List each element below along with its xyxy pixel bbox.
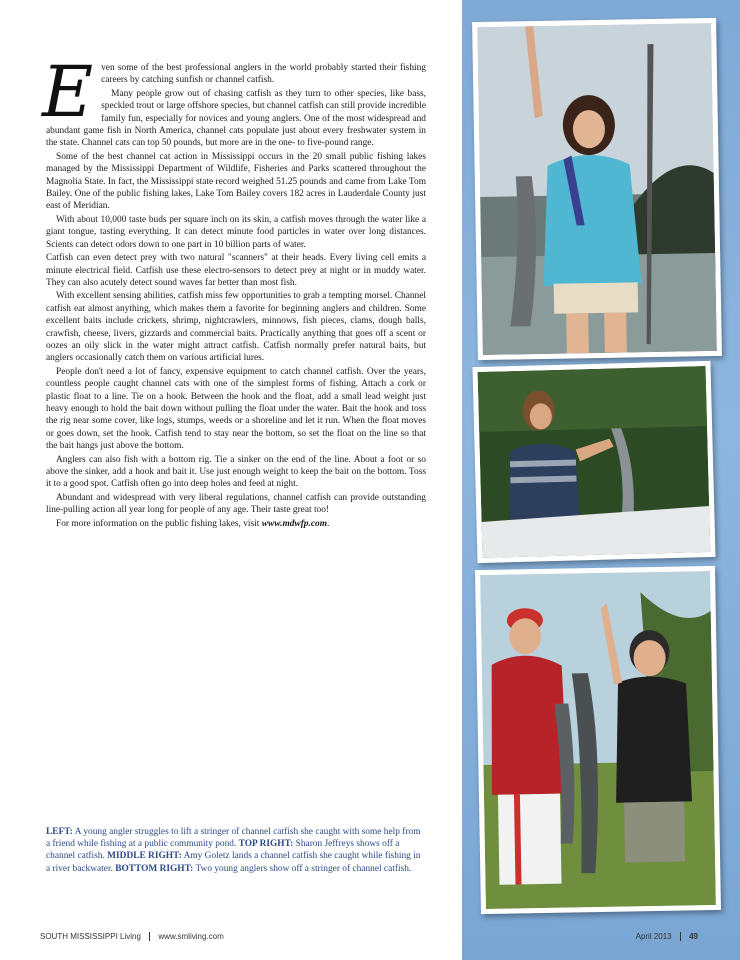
photo-woman-holding-catfish	[472, 18, 722, 360]
caption-left-text: A young angler struggles to lift a stringer of channel catfish she caught with some help from a friend while fishing at a public community pond.	[46, 827, 421, 850]
caption-bottom-right-text: Two young anglers show off a stringer of channel catfish.	[195, 863, 412, 874]
article-closing-paragraph	[46, 518, 426, 530]
caption-left-label: LEFT:	[46, 827, 73, 837]
article-paragraph: Anglers can also fish with a bottom rig. Tie a sinker on the end of the line. About a foot or so above the sinker, add a hook and bait it. Use just enough weight to keep the bait on the bottom. Toss it to a good spot. Catfish often go into deep holes and feed at night.	[46, 454, 426, 490]
article-paragraph: Catfish can even detect prey with two natural "scanners" at their heads. Every living cell emits a minute electrical field. Catfish use these electro-sensors to detect prey at night or in muddy water. They can also acutely detect sound waves far better than most fish.	[46, 253, 426, 288]
footer-left	[40, 932, 224, 941]
footer-divider	[149, 932, 150, 941]
photo-caption	[46, 826, 426, 875]
article-paragraph: ven some of the best professional anglers in the world probably started their fishing careers by catching sunfish or channel catfish.	[101, 63, 426, 86]
photo-woman-on-boat-with-catfish	[472, 361, 715, 563]
website-link[interactable]: www.mdwfp.com	[261, 518, 327, 529]
article-paragraph: With excellent sensing abilities, catfish miss few opportunities to grab a tempting morsel. Channel catfish eat almost anything, which makes them a favorite for beginning anglers and children. Some excellent baits include crickets, shrimp, nightcrawlers, minnows, fish pieces, clams, dough balls, crawfish, cheese, livers, gizzards and commercial baits. Practically anything that goes off a scent or oozes an oily slick in the water might attract catfish. Catfish normally prefer natural baits, but anglers occasionally catch them on various artificial lures.	[46, 291, 426, 364]
caption-middle-right-label: MIDDLE RIGHT:	[107, 851, 182, 862]
caption-middle-right-text: Amy Goletz lands a channel catfish she caught while fishing in a river backwater.	[46, 851, 421, 874]
article-paragraph: Abundant and widespread with very liberal regulations, channel catfish can provide outstanding line-pulling action all year long for people of any age. Their taste great too!	[46, 492, 426, 516]
footer-right	[636, 932, 698, 941]
closing-period: .	[326, 518, 330, 529]
footer-divider	[680, 932, 681, 941]
caption-top-right-label: TOP RIGHT:	[238, 839, 294, 850]
article-paragraph: Many people grow out of chasing catfish as they turn to other species, like bass, speckled trout or large offshore species, but channel catfish can still provide incredible family fun, especially for novices and young anglers. One of the most widespread and abundant game fish in North America, channel cats populate just about every freshwater system in the state. Channel cats can top 50 pounds, but more are in the one- to five-pound range.	[46, 88, 426, 149]
magazine-website: www.smliving.com	[158, 932, 224, 941]
drop-cap: E	[42, 51, 94, 133]
magazine-name: SOUTH MISSISSIPPI Living	[40, 932, 141, 941]
article-paragraph: People don't need a lot of fancy, expensive equipment to catch channel catfish. Over the years, countless people caught channel cats with one of the simplest forms of fishing. Attach a cork or plastic float to a line. Tie on a hook. Between the hook and the float, add a small lead weight just heavy enough to hold the bait down without pulling the float under the water. Bait the hook and toss the rig near some cover, like logs, stumps, weeds or a shoreline and let it run. When the float moves or goes down, set the hook. Catfish tend to stay near the bottom, so set the float on the line so that the bait hangs just above the bottom.	[46, 366, 426, 452]
article-paragraph: With about 10,000 taste buds per square inch on its skin, a catfish moves through the water like a giant tongue, tasting everything. It can detect minute food particles in water over long distances. Scients can detect odors down to one part in 10 billion parts of water.	[46, 214, 426, 250]
article-paragraph: Some of the best channel cat action in Mississippi occurs in the 20 small public fishing lakes managed by the Mississippi Department of Wildlife, Fisheries and Parks scattered throughout the Magnolia State. In fact, the Mississippi state record weighed 51.25 pounds and came from Lake Tom Bailey. One of the public fishing lakes, Lake Tom Bailey covers 182 acres in Lauderdale County just east of Meridian.	[46, 151, 426, 212]
article-body	[42, 51, 426, 531]
page-number: 49	[689, 932, 698, 941]
caption-bottom-right-label: BOTTOM RIGHT:	[115, 863, 194, 874]
closing-text: For more information on the public fishing lakes, visit	[56, 518, 260, 529]
issue-date: April 2013	[635, 932, 672, 941]
caption-top-right-text: Sharon Jeffreys shows off a channel catfish.	[46, 839, 400, 862]
photo-two-boys-with-stringer	[475, 566, 721, 914]
